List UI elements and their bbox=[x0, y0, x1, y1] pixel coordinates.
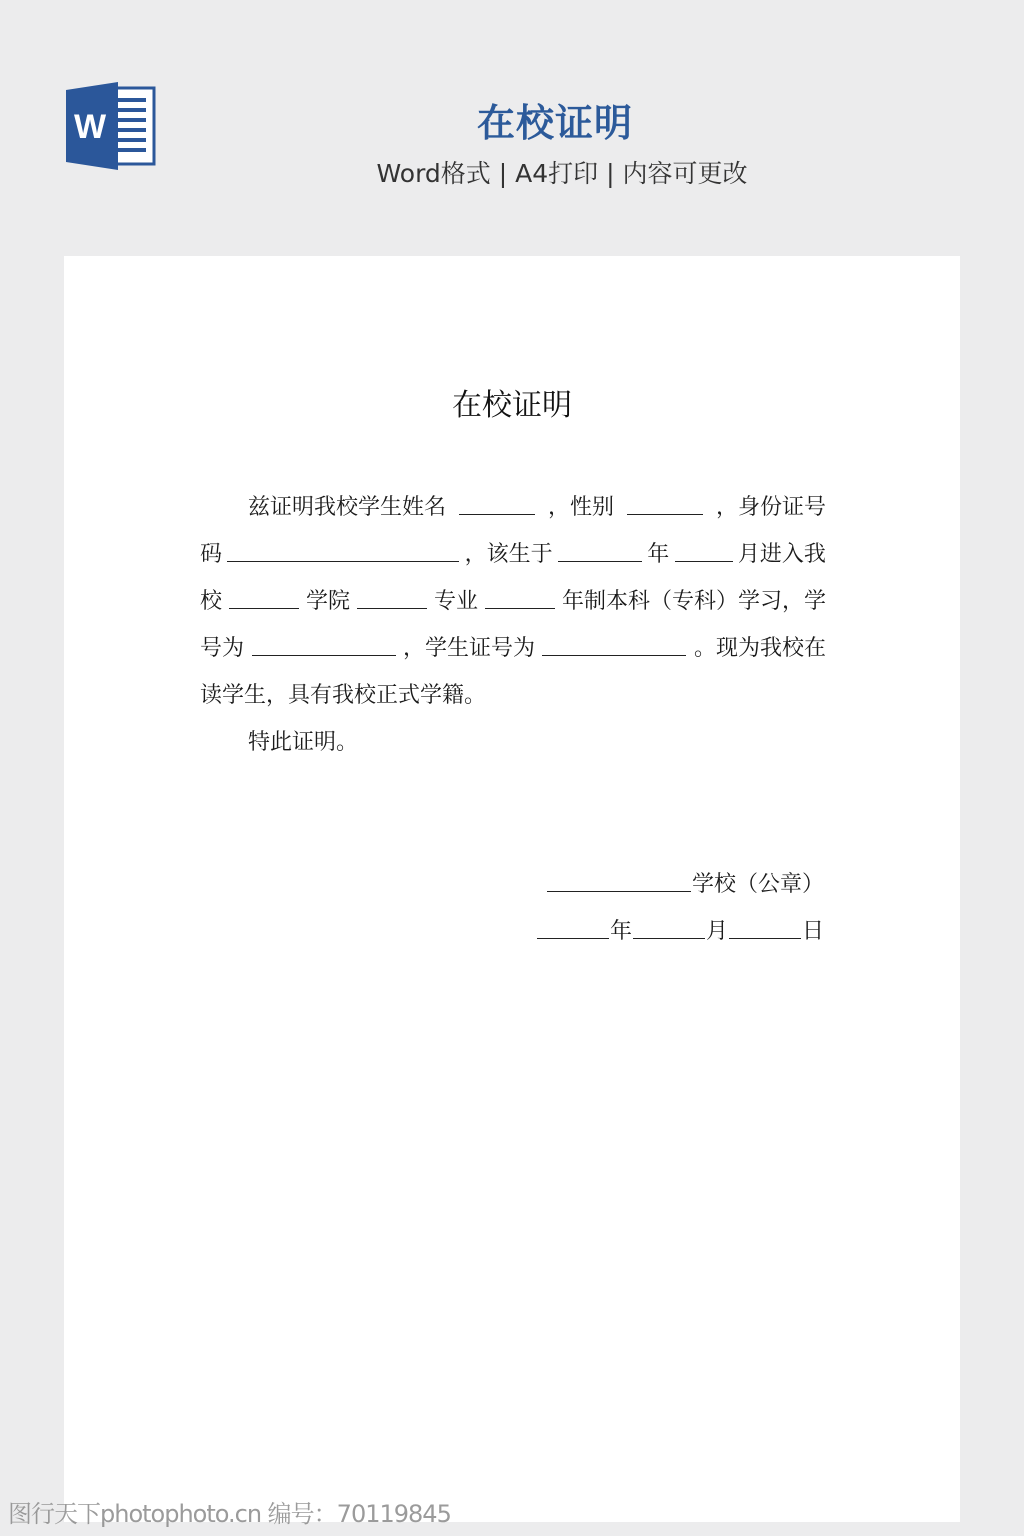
document-title: 在校证明 bbox=[452, 388, 572, 423]
date-day-blank bbox=[729, 908, 801, 939]
text-segment: 码 bbox=[200, 542, 223, 567]
paragraph-line bbox=[200, 625, 826, 672]
date-line bbox=[536, 908, 824, 955]
text-segment: 年制本科（专科）学习，学 bbox=[561, 589, 826, 614]
text-segment: ，性别 bbox=[547, 495, 614, 520]
text-segment: ，该生于 bbox=[464, 542, 553, 567]
school-name-blank bbox=[547, 861, 691, 892]
text-segment: 校 bbox=[200, 589, 223, 614]
date-day-label: 日 bbox=[801, 919, 824, 944]
gender-blank bbox=[627, 484, 703, 515]
paragraph-line bbox=[200, 484, 826, 531]
text-segment: 学院 bbox=[305, 589, 350, 614]
name-blank bbox=[459, 484, 535, 515]
page-subtitle: Word格式 | A4打印 | 内容可更改 bbox=[376, 159, 748, 188]
text-segment: 。现为我校在 bbox=[693, 636, 826, 661]
date-month-label: 月 bbox=[705, 919, 728, 944]
student-card-blank bbox=[542, 625, 686, 656]
text-segment: ，身份证号 bbox=[715, 495, 826, 520]
text-segment: 年 bbox=[647, 542, 670, 567]
text-segment: 专业 bbox=[433, 589, 478, 614]
school-seal-label: 学校（公章） bbox=[691, 872, 824, 897]
document-page bbox=[64, 256, 960, 1522]
program-years-blank bbox=[485, 578, 555, 609]
major-blank bbox=[357, 578, 427, 609]
watermark: 图行天下photophoto.cn 编号：70119845 bbox=[8, 1500, 451, 1528]
school-seal-line bbox=[536, 861, 824, 908]
date-year-blank bbox=[537, 908, 609, 939]
paragraph-line bbox=[200, 672, 826, 719]
paragraph-line bbox=[200, 531, 826, 578]
date-year-label: 年 bbox=[609, 919, 632, 944]
date-month-blank bbox=[633, 908, 705, 939]
id-number-blank bbox=[227, 531, 459, 562]
paragraph-line bbox=[200, 578, 826, 625]
college-blank bbox=[229, 578, 299, 609]
enroll-year-blank bbox=[558, 531, 642, 562]
text-segment: 读学生，具有我校正式学籍。 bbox=[200, 683, 487, 708]
text-segment: ，学生证号为 bbox=[402, 636, 535, 661]
student-number-blank bbox=[252, 625, 396, 656]
enroll-month-blank bbox=[675, 531, 733, 562]
text-segment: 月进入我 bbox=[737, 542, 826, 567]
signature-block bbox=[536, 861, 824, 955]
text-segment: 兹证明我校学生姓名 bbox=[248, 495, 447, 520]
closing-line bbox=[200, 719, 826, 766]
document-body bbox=[200, 484, 826, 766]
word-icon-letter: W bbox=[73, 108, 107, 146]
page-title: 在校证明 bbox=[476, 101, 633, 145]
closing-text: 特此证明。 bbox=[248, 730, 359, 755]
text-segment: 号为 bbox=[200, 636, 245, 661]
